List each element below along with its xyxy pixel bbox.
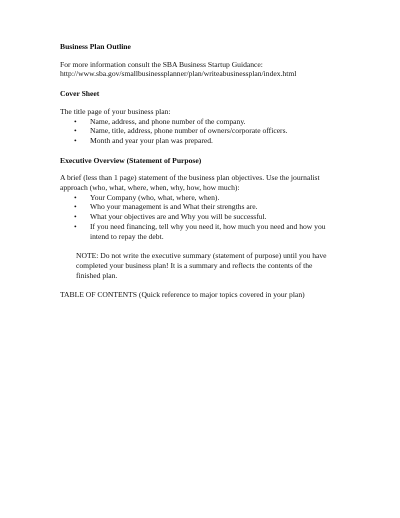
sba-url: http://www.sba.gov/smallbusinessplanner/plan/writeabusinessplan/index.html xyxy=(60,69,297,79)
cover-sheet-lead: The title page of your business plan: xyxy=(60,106,171,116)
executive-overview-heading: Executive Overview (Statement of Purpose) xyxy=(60,155,202,165)
bullet-icon: • xyxy=(74,202,77,212)
cover-sheet-heading: Cover Sheet xyxy=(60,89,100,99)
bullet-icon: • xyxy=(74,126,77,136)
list-item: • Your Company (who, what, where, when). xyxy=(74,192,220,202)
list-item: • Name, address, and phone number of the company. xyxy=(74,116,246,126)
table-of-contents-line: TABLE OF CONTENTS (Quick reference to major topics covered in your plan) xyxy=(60,290,305,300)
bullet-icon: • xyxy=(74,212,77,222)
note-text: NOTE: Do not write the executive summary (statement of purpose) until you have xyxy=(76,251,327,261)
list-item: • Month and year your plan was prepared. xyxy=(74,135,213,145)
list-item: • Who your management is and What their strengths are. xyxy=(74,202,258,212)
list-item: • Name, title, address, phone number of owners/corporate officers. xyxy=(74,126,288,136)
executive-lead: A brief (less than 1 page) statement of the business plan objectives. Use the journalist xyxy=(60,173,320,183)
bullet-icon: • xyxy=(74,192,77,202)
cover-sheet-list xyxy=(60,117,360,146)
note-text: completed your business plan! It is a summary and reflects the contents of the xyxy=(76,260,313,270)
document-title: Business Plan Outline xyxy=(60,42,131,51)
document-page xyxy=(60,42,360,300)
intro-text: For more information consult the SBA Business Startup Guidance: xyxy=(60,59,263,69)
executive-lead-cont: approach (who, what, where, when, why, how, how much): xyxy=(60,183,240,193)
executive-list xyxy=(60,193,360,242)
bullet-icon: • xyxy=(74,221,77,231)
list-item-continuation: intend to repay the debt. xyxy=(90,231,164,241)
list-item: • What your objectives are and Why you will be successful. xyxy=(74,212,267,222)
note-block xyxy=(60,251,360,280)
bullet-icon: • xyxy=(74,135,77,145)
note-text: finished plan. xyxy=(76,270,118,280)
list-item: • If you need financing, tell why you need it, how much you need and how you xyxy=(74,221,326,231)
bullet-icon: • xyxy=(74,116,77,126)
